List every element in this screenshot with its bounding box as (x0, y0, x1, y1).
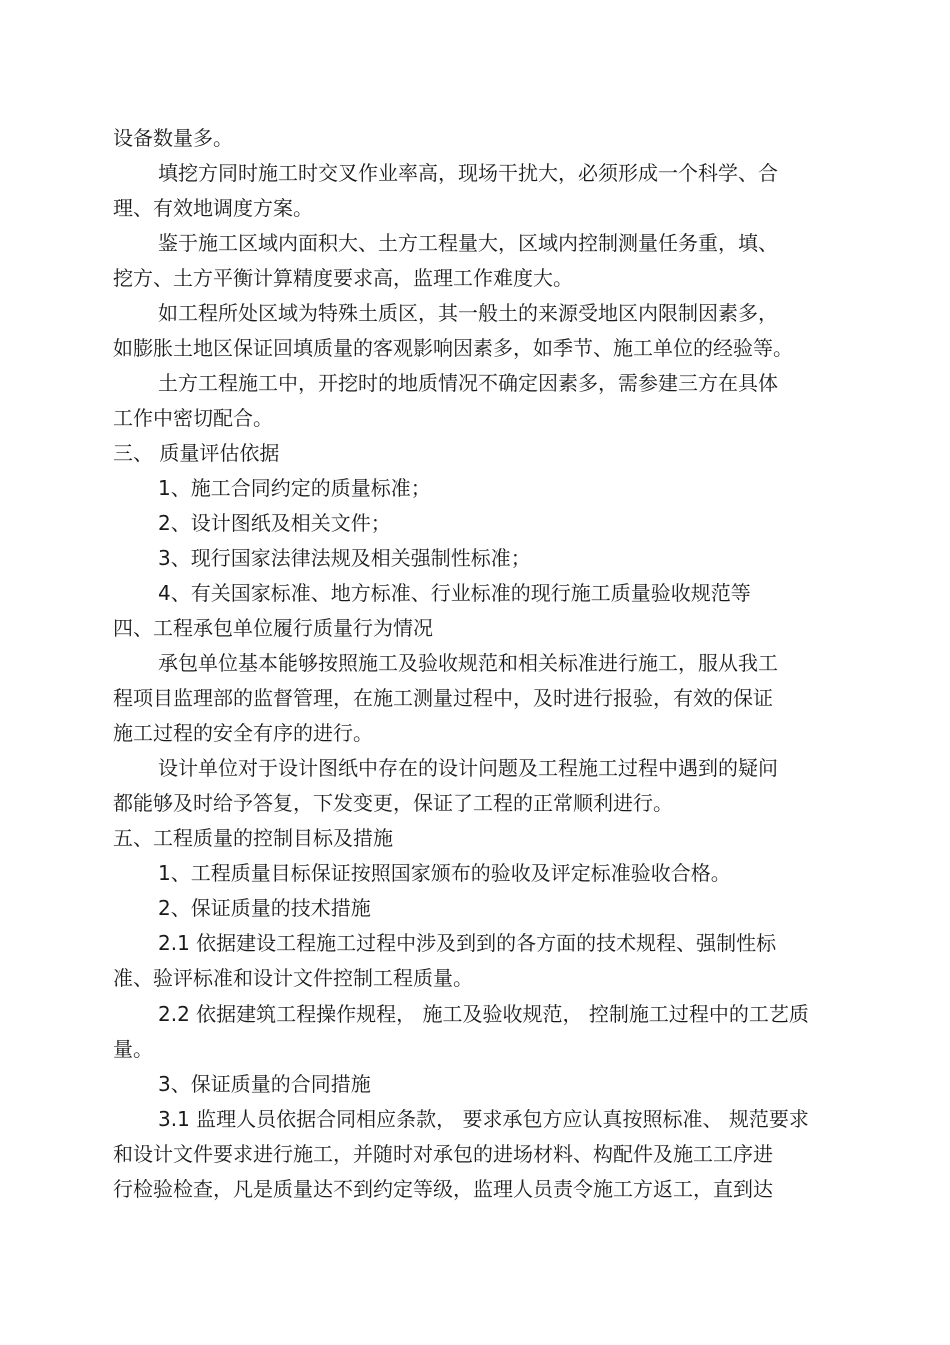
list-item: 2、设计图纸及相关文件； (158, 511, 391, 535)
text-line: 量。 (113, 1037, 153, 1061)
text-line: 行检验检查，凡是质量达不到约定等级，监理人员责令施工方返工，直到达 (113, 1177, 773, 1201)
text-line: 和设计文件要求进行施工，并随时对承包的进场材料、构配件及施工工序进 (113, 1142, 773, 1166)
text-line: 工作中密切配合。 (113, 406, 273, 430)
list-item: 1、施工合同约定的质量标准； (158, 476, 431, 500)
text-line: 土方工程施工中，开挖时的地质情况不确定因素多，需参建三方在具体 (158, 371, 778, 395)
section-heading: 四、工程承包单位履行质量行为情况 (113, 616, 433, 640)
text-line: 设备数量多。 (113, 126, 233, 150)
text-line: 准、验评标准和设计文件控制工程质量。 (113, 966, 473, 990)
list-item: 1、工程质量目标保证按照国家颁布的验收及评定标准验收合格。 (158, 861, 731, 885)
list-item: 3、保证质量的合同措施 (158, 1072, 371, 1096)
text-line: 挖方、土方平衡计算精度要求高，监理工作难度大。 (113, 266, 573, 290)
text-line: 设计单位对于设计图纸中存在的设计问题及工程施工过程中遇到的疑问 (158, 756, 778, 780)
section-heading: 五、工程质量的控制目标及措施 (113, 826, 393, 850)
text-line: 承包单位基本能够按照施工及验收规范和相关标准进行施工，服从我工 (158, 651, 778, 675)
text-line: 2.1 依据建设工程施工过程中涉及到到的各方面的技术规程、强制性标 (158, 931, 777, 955)
text-line: 2.2 依据建筑工程操作规程， 施工及验收规范， 控制施工过程中的工艺质 (158, 1002, 809, 1026)
text-line: 3.1 监理人员依据合同相应条款， 要求承包方应认真按照标准、 规范要求 (158, 1107, 809, 1131)
text-line: 程项目监理部的监督管理，在施工测量过程中，及时进行报验，有效的保证 (113, 686, 773, 710)
section-heading: 三、 质量评估依据 (113, 441, 280, 465)
list-item: 4、有关国家标准、地方标准、行业标准的现行施工质量验收规范等 (158, 581, 751, 605)
list-item: 3、现行国家法律法规及相关强制性标准； (158, 546, 531, 570)
text-line: 施工过程的安全有序的进行。 (113, 721, 373, 745)
text-line: 理、有效地调度方案。 (113, 196, 313, 220)
text-line: 都能够及时给予答复，下发变更，保证了工程的正常顺利进行。 (113, 791, 673, 815)
text-line: 填挖方同时施工时交叉作业率高，现场干扰大，必须形成一个科学、合 (158, 161, 778, 185)
list-item: 2、保证质量的技术措施 (158, 896, 371, 920)
text-line: 如膨胀土地区保证回填质量的客观影响因素多，如季节、施工单位的经验等。 (113, 336, 793, 360)
text-line: 如工程所处区域为特殊土质区，其一般土的来源受地区内限制因素多， (158, 301, 778, 325)
text-line: 鉴于施工区域内面积大、土方工程量大，区域内控制测量任务重，填、 (158, 231, 778, 255)
